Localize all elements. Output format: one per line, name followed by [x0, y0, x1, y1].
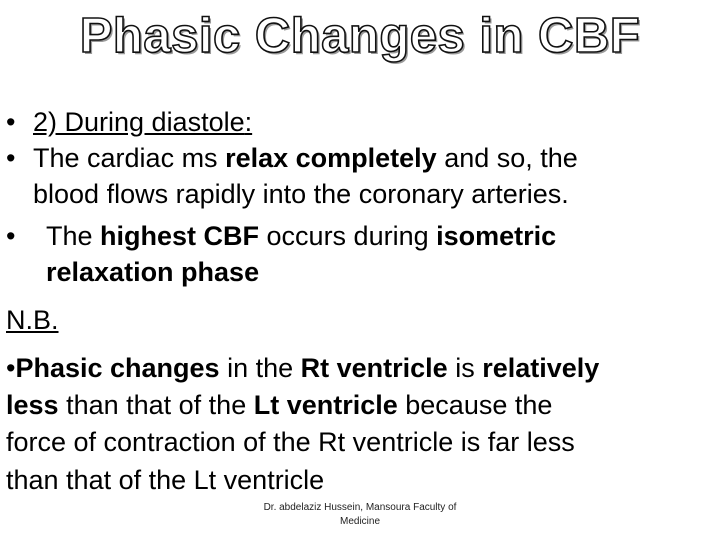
bullet-marker: •: [6, 221, 16, 251]
text-segment: because the: [397, 390, 553, 420]
text-segment: than that of the Lt ventricle: [6, 465, 325, 495]
text-segment: is: [447, 353, 483, 383]
slide-footer: [250, 501, 470, 529]
text-segment: occurs during: [259, 221, 437, 251]
bullet-marker: •: [6, 107, 16, 137]
during-diastole-text: 2) During diastole: [33, 107, 245, 137]
footer-line-1: Dr. abdelaziz Hussein, Mansoura Faculty of: [263, 502, 457, 513]
bold-isometric: isometric: [436, 221, 557, 251]
phasic-changes-line-1: [6, 350, 599, 386]
text-segment: The: [46, 221, 101, 251]
phasic-changes-line-4: [6, 462, 324, 498]
text-segment: relaxation phase: [46, 257, 260, 287]
footer-line-2: Medicine: [339, 516, 381, 527]
bold-relatively: relatively: [482, 353, 600, 383]
bullet-highest-cbf: [6, 218, 556, 254]
text-segment: and so, the: [436, 143, 578, 173]
bold-phasic-changes: Phasic changes: [15, 353, 220, 383]
bold-relax-completely: relax completely: [225, 143, 437, 173]
bold-lt-ventricle: Lt ventricle: [253, 390, 398, 420]
phasic-changes-line-3: [6, 424, 575, 460]
bullet-during-diastole: [6, 104, 252, 140]
text-segment: than that of the: [58, 390, 254, 420]
bullet-cardiac-relax-continued: [33, 176, 569, 212]
bullet-highest-cbf-continued: [46, 254, 259, 290]
bullet-marker: •: [6, 143, 16, 173]
slide-title: Phasic Changes in CBF: [79, 9, 641, 63]
bold-rt-ventricle: Rt ventricle: [300, 353, 448, 383]
bullet-marker: •: [6, 353, 16, 383]
phasic-changes-line-2: [6, 387, 552, 423]
bold-less: less: [6, 390, 59, 420]
nb-label: N.B.: [6, 305, 59, 335]
text-segment: in the: [219, 353, 301, 383]
bullet-cardiac-relax: [6, 140, 578, 176]
text-segment: force of contraction of the Rt ventricle is far less: [6, 427, 575, 457]
nb-heading: [6, 302, 59, 338]
text-segment: blood flows rapidly into the coronary arteries.: [33, 179, 569, 209]
bold-highest-cbf: highest CBF: [100, 221, 260, 251]
text-segment: The cardiac ms: [33, 143, 226, 173]
during-diastole-colon: :: [244, 107, 253, 137]
